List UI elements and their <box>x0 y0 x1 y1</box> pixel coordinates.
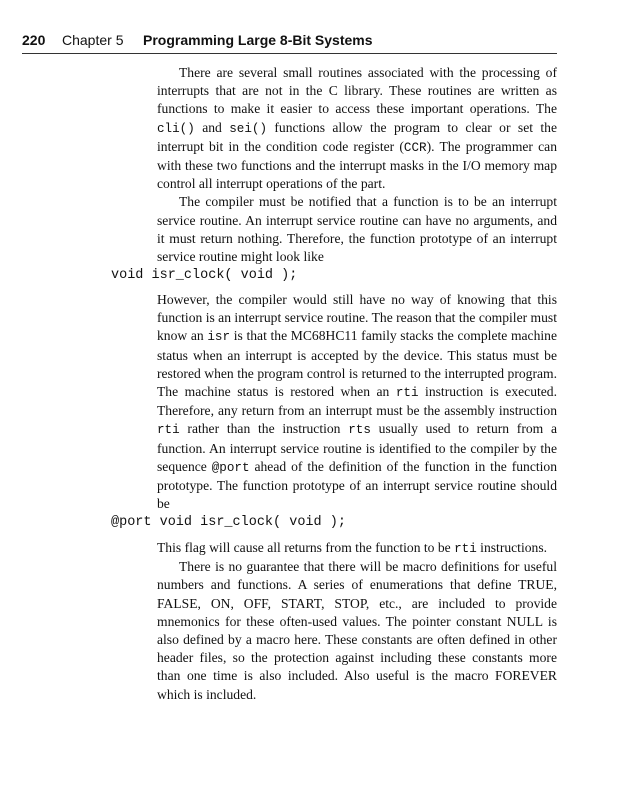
code-line-isr-prototype: void isr_clock( void ); <box>111 268 298 283</box>
body-block-2 <box>157 291 557 513</box>
code-sei: sei() <box>229 121 268 136</box>
paragraph-flag: This flag will cause all returns from the function to be rti instructions. <box>157 540 548 556</box>
code-rti-3: rti <box>454 542 477 556</box>
page-number: 220 <box>22 32 46 48</box>
chapter-label: Chapter 5 <box>62 32 124 48</box>
paragraph-macros: There is no guarantee that there will be macro definitions for useful numbers and functions. A series of enumerations that define TRUE, FALSE, ON, OFF, START, STOP, etc., are included to provide mnemonics for these often-used values. The pointer constant NULL is also defined by a macro here. These constants are often defined in other header files, so the protection against including these constants more than one time is also included. Also useful is the macro FOREVER which is included. <box>157 559 557 702</box>
paragraph-compiler-notified: The compiler must be notified that a function is to be an interrupt service routine. An interrupt service routine can have no arguments, and it must return nothing. Therefore, the function prototype of an interrupt service routine might look like <box>157 194 557 265</box>
code-rts: rts <box>348 423 371 438</box>
running-header <box>22 32 557 52</box>
code-line-port-prototype: @port void isr_clock( void ); <box>111 515 346 530</box>
body-block-1 <box>157 64 557 266</box>
code-ccr: CCR <box>403 140 427 155</box>
code-isr: isr <box>207 330 231 345</box>
code-rti-2: rti <box>157 423 180 438</box>
code-rti: rti <box>395 386 419 401</box>
code-port: @port <box>211 460 250 475</box>
body-block-3 <box>157 539 557 704</box>
header-rule <box>22 53 557 54</box>
code-cli: cli() <box>157 121 195 136</box>
paragraph-interrupt-routines: There are several small routines associated with the processing of interrupts that are not in the C library. These routines are written as functions to make it easier to access these important operations. The cli() and sei() functions allow the program to clear or set the interrupt bit in the condition code register (CCR). The programmer can with these two functions and the interrupt masks in the I/O memory map control all interrupt operations of the part. <box>157 65 557 192</box>
chapter-title: Programming Large 8-Bit Systems <box>143 32 373 48</box>
paragraph-isr-explanation: However, the compiler would still have no way of knowing that this function is an interrupt service routine. The reason that the compiler must know an isr is that the MC68HC11 family stacks the complete machine status when an interrupt is accepted by the device. This status must be restored when the program control is returned to the interrupted program. The machine status is restored when an rti instruction is executed. Therefore, any return from an interrupt must be the assembly instruction rti rather than the instruction rts usually used to return from a function. An interrupt service routine is identified to the compiler by the sequence @port ahead of the definition of the function in the function prototype. The function prototype of an interrupt service routine should be <box>157 292 557 512</box>
